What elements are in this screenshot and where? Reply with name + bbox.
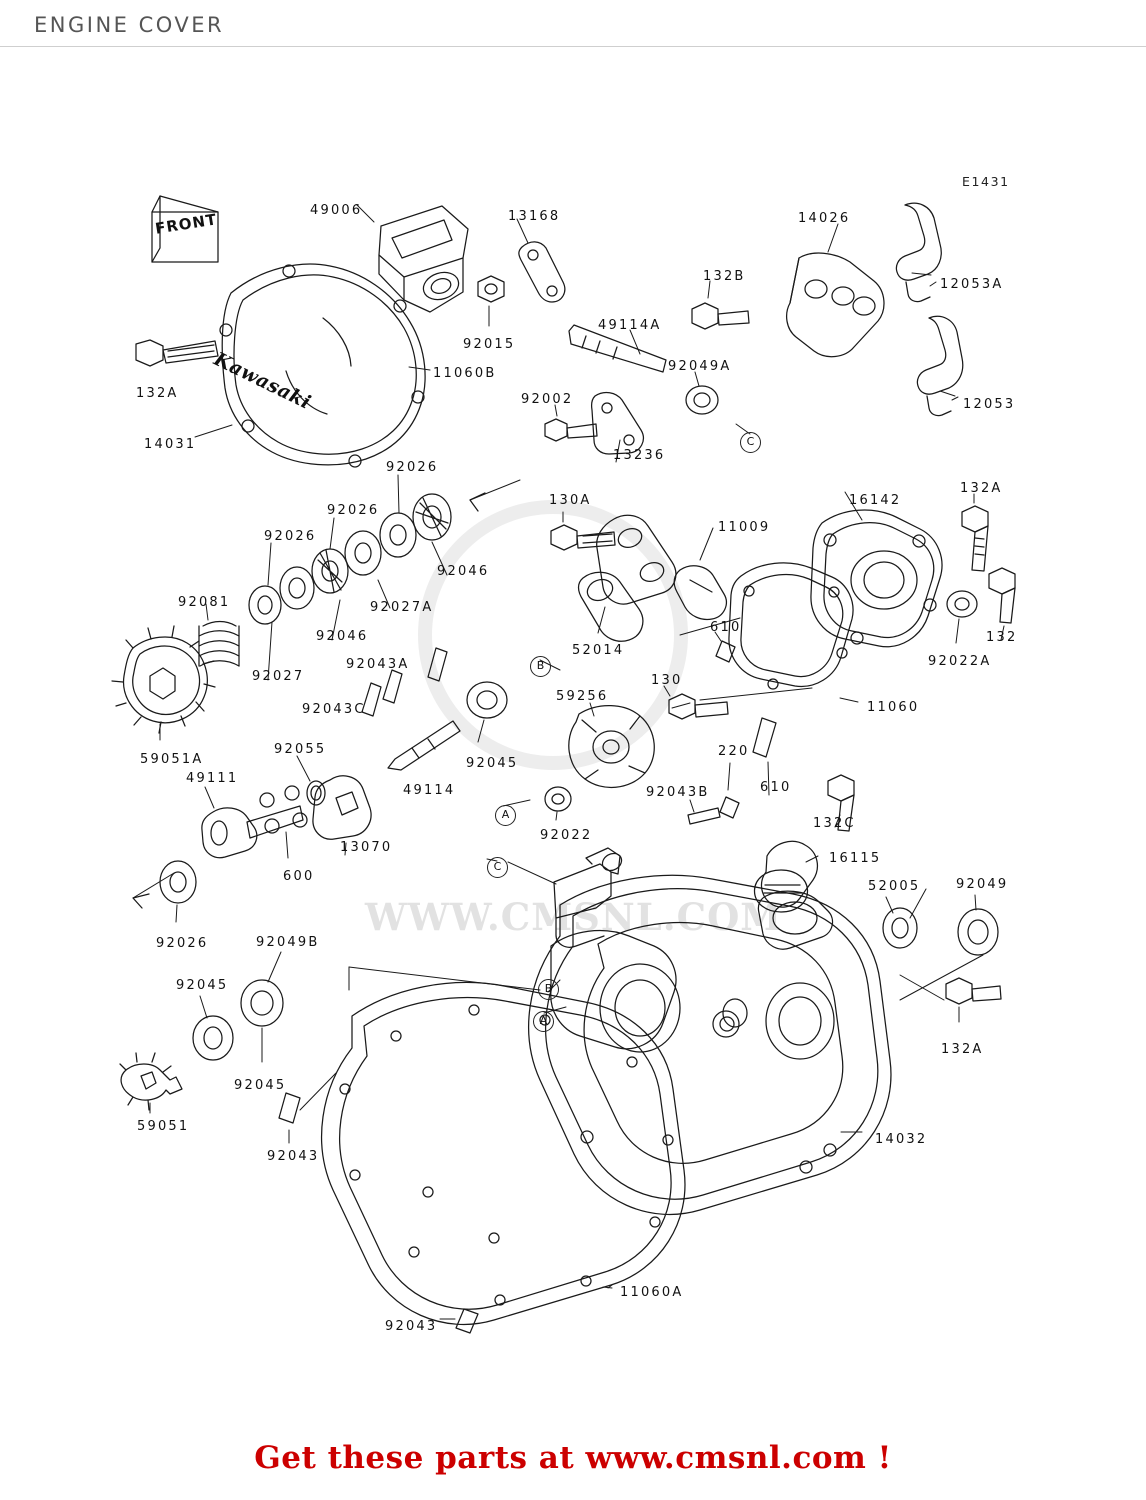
part-number-12053A[interactable]: 12053A [940,277,1004,292]
part-number-132C[interactable]: 132C [813,816,856,831]
part-number-92055[interactable]: 92055 [274,742,327,757]
part-number-13070[interactable]: 13070 [340,840,393,855]
part-number-14026[interactable]: 14026 [798,211,851,226]
front-direction-marker [144,190,222,262]
part-number-92022A[interactable]: 92022A [928,654,992,669]
page-title: ENGINE COVER [34,13,225,37]
part-number-11060B[interactable]: 11060B [433,366,497,381]
part-number-220[interactable]: 220 [718,744,750,759]
part-number-130A[interactable]: 130A [549,493,592,508]
part-number-92026[interactable]: 92026 [327,503,380,518]
watermark-text: WWW.CMSNL.COM [365,895,783,939]
part-number-13236[interactable]: 13236 [613,448,666,463]
part-number-92081[interactable]: 92081 [178,595,231,610]
part-number-92049[interactable]: 92049 [956,877,1009,892]
part-number-92043C[interactable]: 92043C [302,702,366,717]
part-number-11060[interactable]: 11060 [867,700,920,715]
part-number-49114A[interactable]: 49114A [598,318,662,333]
part-number-92049A[interactable]: 92049A [668,359,732,374]
part-number-92022[interactable]: 92022 [540,828,593,843]
part-number-92026[interactable]: 92026 [386,460,439,475]
front-marker-label: FRONT [153,210,219,238]
part-number-132A[interactable]: 132A [960,481,1003,496]
part-number-12053[interactable]: 12053 [963,397,1016,412]
part-number-11060A[interactable]: 11060A [620,1285,684,1300]
part-number-92045[interactable]: 92045 [234,1078,287,1093]
part-number-600[interactable]: 600 [283,869,315,884]
part-number-610[interactable]: 610 [710,620,742,635]
part-number-49114[interactable]: 49114 [403,783,456,798]
part-number-59256[interactable]: 59256 [556,689,609,704]
part-number-92046[interactable]: 92046 [437,564,490,579]
part-number-92026[interactable]: 92026 [264,529,317,544]
diagram-code: E1431 [962,174,1010,189]
part-number-52005[interactable]: 52005 [868,879,921,894]
part-number-132A[interactable]: 132A [941,1042,984,1057]
part-number-49111[interactable]: 49111 [186,771,239,786]
part-number-610[interactable]: 610 [760,780,792,795]
brand-mark: Kawasaki [210,348,315,414]
part-number-92027A[interactable]: 92027A [370,600,434,615]
reference-marker-c: C [487,857,508,878]
part-number-92043B[interactable]: 92043B [646,785,710,800]
part-number-13168[interactable]: 13168 [508,209,561,224]
part-number-92045[interactable]: 92045 [466,756,519,771]
part-number-92027[interactable]: 92027 [252,669,305,684]
part-number-14031[interactable]: 14031 [144,437,197,452]
part-number-92045[interactable]: 92045 [176,978,229,993]
footer-promo: Get these parts at www.cmsnl.com ! [254,1440,892,1476]
part-number-16142[interactable]: 16142 [849,493,902,508]
reference-marker-a: A [495,805,516,826]
part-number-11009[interactable]: 11009 [718,520,771,535]
part-number-52014[interactable]: 52014 [572,643,625,658]
reference-marker-a: A [533,1011,554,1032]
part-number-59051[interactable]: 59051 [137,1119,190,1134]
part-number-92046[interactable]: 92046 [316,629,369,644]
part-number-132B[interactable]: 132B [703,269,746,284]
part-number-92043[interactable]: 92043 [385,1319,438,1334]
part-number-130[interactable]: 130 [651,673,683,688]
part-number-92043A[interactable]: 92043A [346,657,410,672]
reference-marker-b: B [530,656,551,677]
reference-marker-c: C [740,432,761,453]
part-number-14032[interactable]: 14032 [875,1132,928,1147]
part-number-49006[interactable]: 49006 [310,203,363,218]
part-number-92049B[interactable]: 92049B [256,935,320,950]
part-number-92043[interactable]: 92043 [267,1149,320,1164]
reference-marker-b: B [538,979,559,1000]
part-number-132[interactable]: 132 [986,630,1018,645]
part-number-92026[interactable]: 92026 [156,936,209,951]
part-number-92015[interactable]: 92015 [463,337,516,352]
part-number-92002[interactable]: 92002 [521,392,574,407]
part-number-132A[interactable]: 132A [136,386,179,401]
part-number-59051A[interactable]: 59051A [140,752,204,767]
part-number-16115[interactable]: 16115 [829,851,882,866]
